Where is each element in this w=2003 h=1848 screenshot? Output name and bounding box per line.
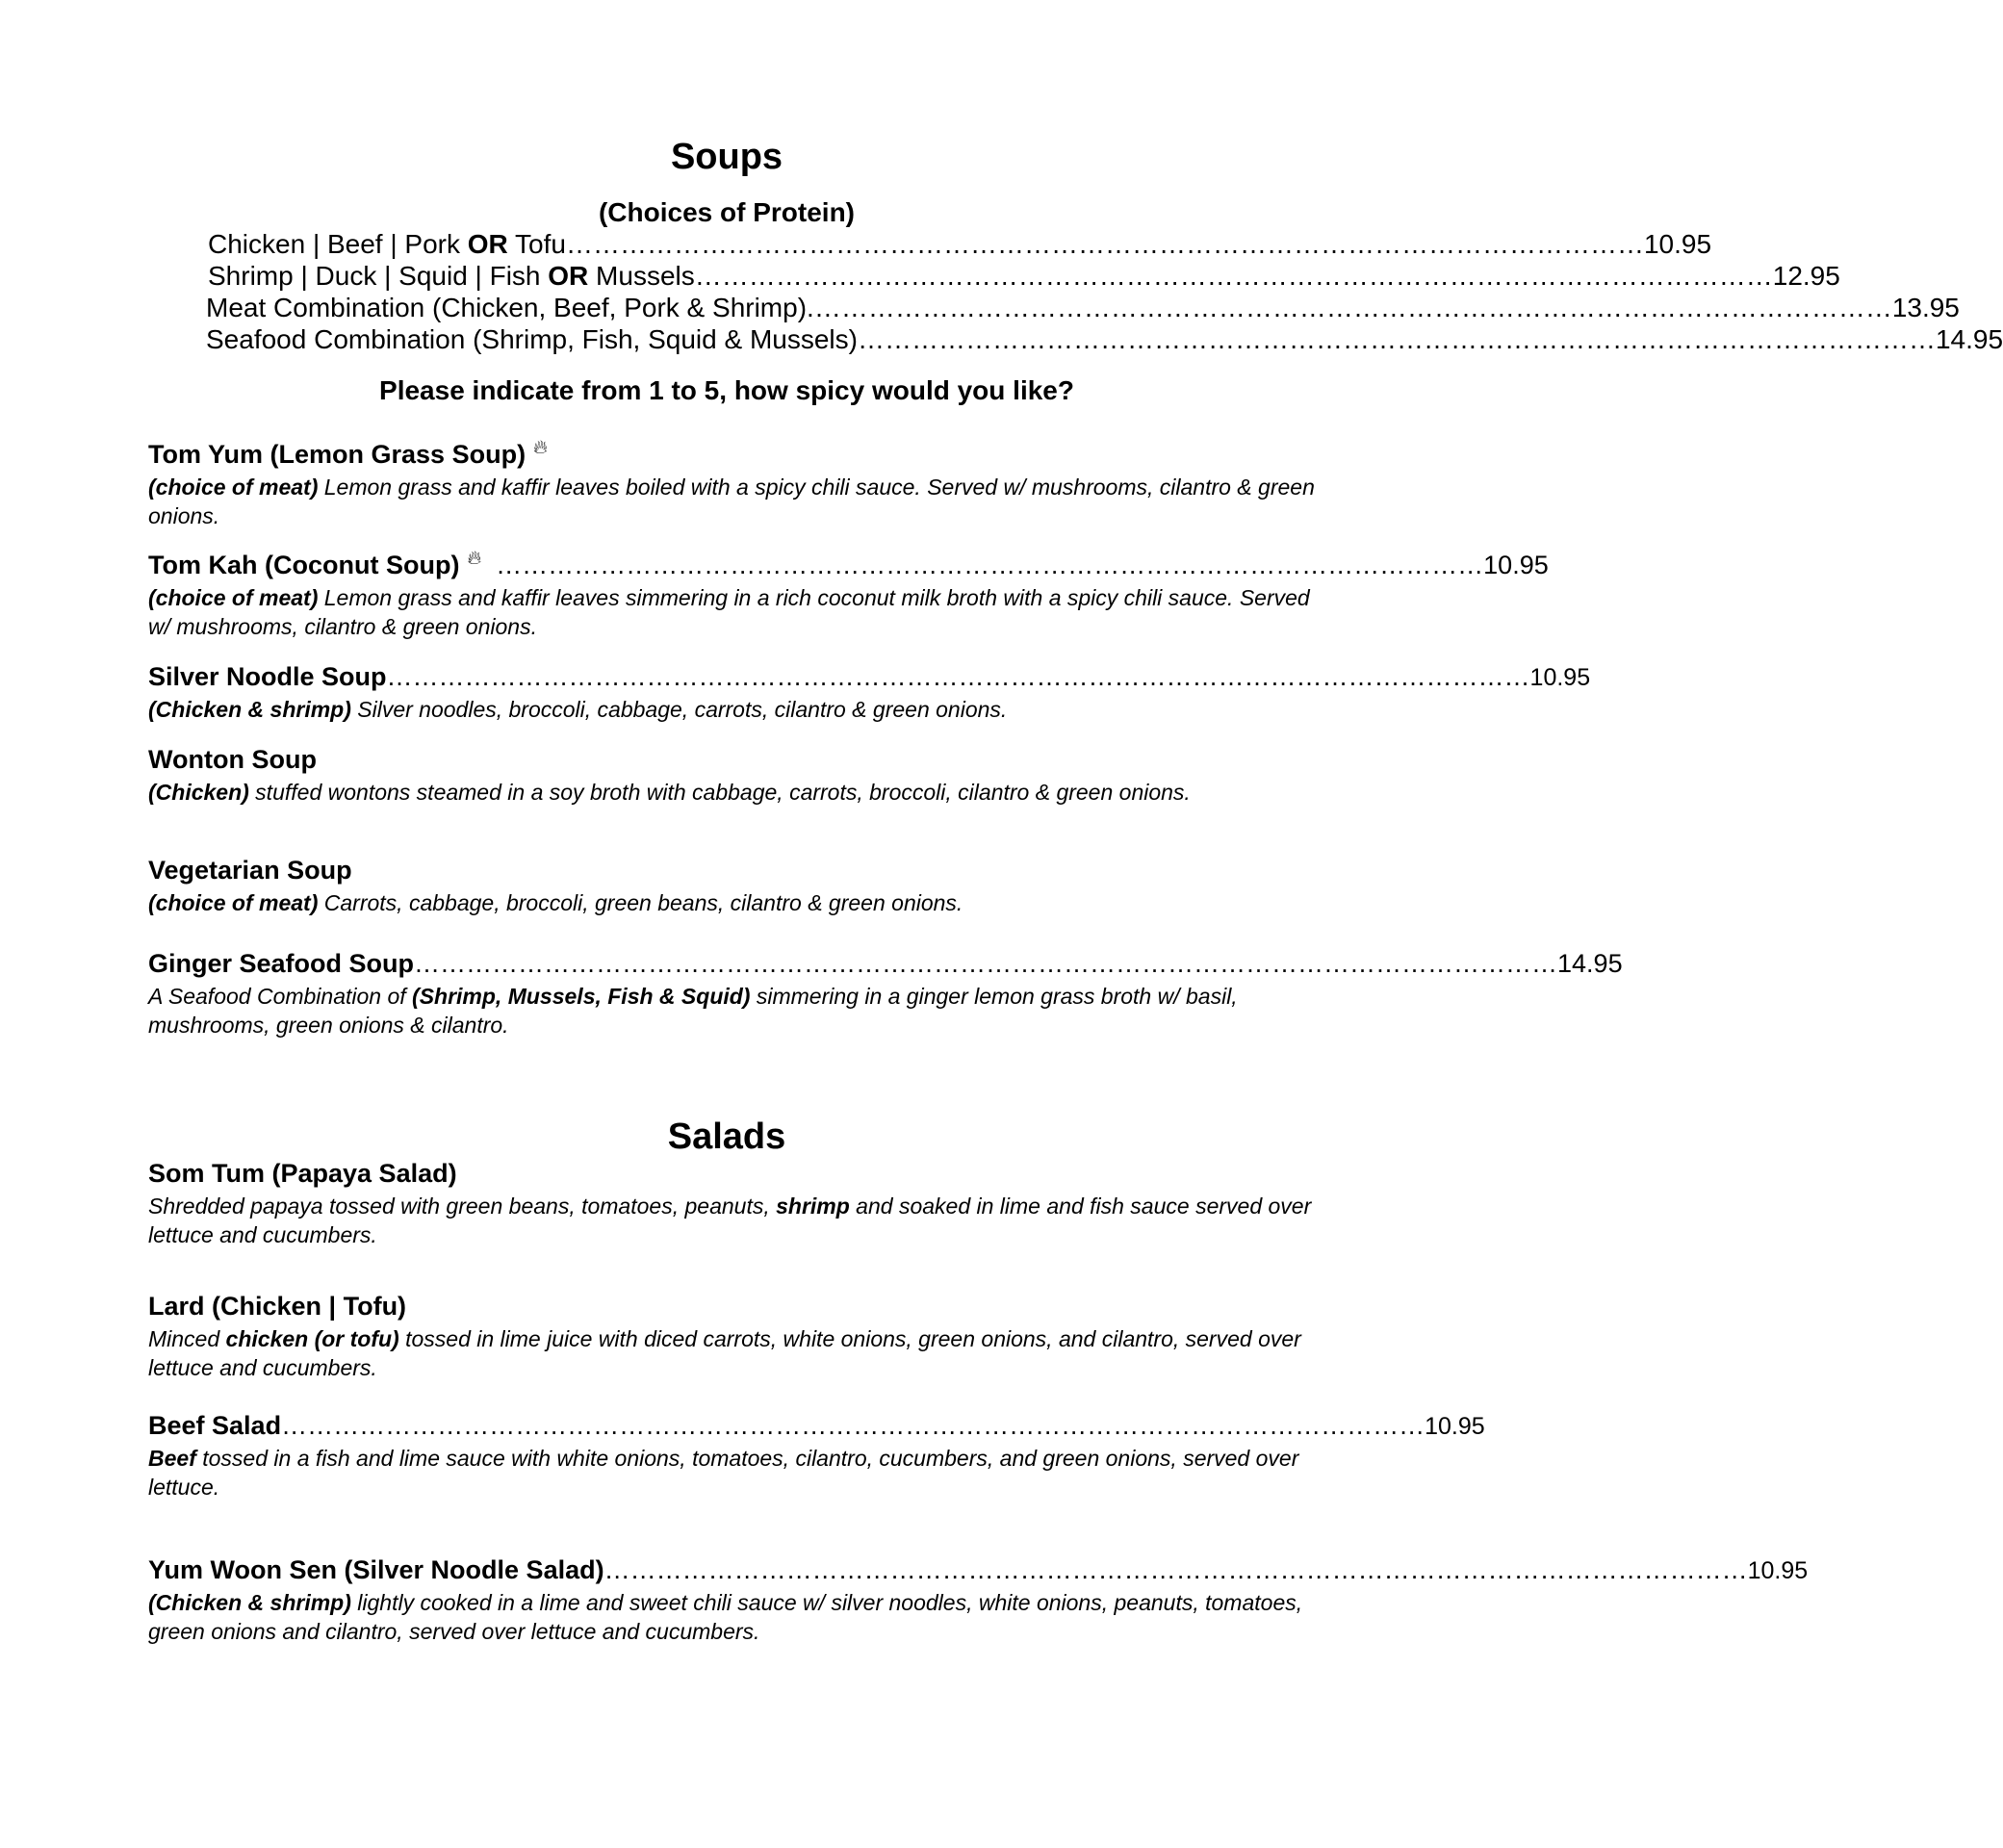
item-name: Lard (Chicken | Tofu) [148, 1292, 407, 1321]
protein-heading: (Choices of Protein) [598, 197, 855, 227]
menu-item-lard [148, 1290, 1322, 1382]
protein-price: 14.95 [1935, 324, 2003, 354]
protein-row: Meat Combination (Chicken, Beef, Pork & Shrimp). ………………………………………………………………………………………………………… 13.95 [206, 293, 1960, 322]
item-name: Yum Woon Sen (Silver Noodle Salad) [148, 1555, 604, 1584]
item-name: Vegetarian Soup [148, 856, 352, 885]
item-price: 10.95 [1483, 551, 1549, 579]
item-description: A Seafood Combination of (Shrimp, Mussels, Fish & Squid) simmering in a ginger lemon grass broth w/ basil, mushrooms, green onions & cilantro. [148, 984, 1238, 1038]
protein-price: 10.95 [1643, 229, 1712, 259]
menu-item-ginger-seafood-soup: Ginger Seafood Soup …………………………………………………………………………………………………………………… 14.95 A Seafood Combination of (Shrimp, Mussels, Fish & Squid) simmering in a ginger lemon grass broth w/ basil, mushrooms, green onions & cilantro. [148, 949, 1623, 1038]
spicy-prompt: Please indicate from 1 to 5, how spicy would you like? [379, 375, 1074, 405]
salads-title: Salads [667, 1116, 786, 1157]
menu-item-silver-noodle-soup: Silver Noodle Soup …………………………………………………………………………………………………………………… 10.95 (Chicken & shrimp) Silver noodles, broccoli, cabbage, carrots, cilantro & green onions. [148, 662, 1591, 722]
soups-title: Soups [670, 137, 783, 177]
menu-item-tom-yum [148, 438, 1322, 530]
item-description: (choice of meat) Lemon grass and kaffir leaves simmering in a rich coconut milk broth with a spicy chili sauce. Served w/ mushrooms, cilantro & green onions. [148, 585, 1310, 639]
item-name: Ginger Seafood Soup [148, 949, 415, 978]
item-description: (choice of meat) Lemon grass and kaffir leaves boiled with a spicy chili sauce. Served w/ mushrooms, cilantro & green onions. [148, 475, 1315, 528]
item-name: Wonton Soup [148, 745, 317, 774]
protein-row: Shrimp | Duck | Squid | Fish OR Mussels ………………………………………………………………………………………………………… 12.95 [208, 261, 1840, 291]
item-description: Shredded papaya tossed with green beans, tomatoes, peanuts, shrimp and soaked in lime and fish sauce served over lettuce and cucumbers. [148, 1194, 1312, 1247]
menu-item-yum-woon-sen: Yum Woon Sen (Silver Noodle Salad) …………………………………………………………………………………………………………………… 10.95 (Chicken & shrimp) lightly cooked in a lime and sweet chili sauce w/ silver noodles, white onions, peanuts, tomatoes, green onions and cilantro, served over lettuce and cucumbers. [148, 1555, 1809, 1644]
flame-icon: 🔥︎ [533, 437, 548, 458]
flame-icon: 🔥︎ [467, 548, 482, 569]
menu-item-tom-kah: Tom Kah (Coconut Soup) 🔥︎ …………………………………………………………………………………………………… 10.95 (choice of meat) Lemon grass and kaffir leaves simmering in a rich coconut milk broth with a spicy chili sauce. Served w/ mushrooms, cilantro & green onions. [148, 549, 1322, 641]
item-description: Minced chicken (or tofu) tossed in lime juice with diced carrots, white onions, green onions, and cilantro, served over lettuce and cucumbers. [148, 1326, 1301, 1380]
item-description: (Chicken & shrimp) Silver noodles, broccoli, cabbage, carrots, cilantro & green onions. [148, 697, 1008, 722]
item-description: (choice of meat) Carrots, cabbage, broccoli, green beans, cilantro & green onions. [148, 890, 963, 915]
protein-price: 12.95 [1772, 261, 1840, 291]
item-name: Beef Salad [148, 1411, 282, 1440]
item-description: (Chicken & shrimp) lightly cooked in a lime and sweet chili sauce w/ silver noodles, white onions, peanuts, tomatoes, green onions and cilantro, served over lettuce and cucumbers. [148, 1590, 1303, 1644]
item-description: Beef tossed in a fish and lime sauce with white onions, tomatoes, cilantro, cucumbers, and green onions, served over lettuce. [148, 1446, 1299, 1500]
item-name: Tom Kah (Coconut Soup) [148, 551, 460, 579]
menu-item-som-tum [148, 1157, 1322, 1249]
menu-item-beef-salad: Beef Salad …………………………………………………………………………………………………………………… 10.95 Beef tossed in a fish and lime sauce with white onions, tomatoes, cilantro, cucumbers, and green onions, served over lettuce. [148, 1411, 1485, 1500]
protein-row: Chicken | Beef | Pork OR Tofu ………………………………………………………………………………………………………… 10.95 [208, 229, 1712, 259]
item-name: Som Tum (Papaya Salad) [148, 1159, 457, 1188]
item-price: 14.95 [1557, 949, 1623, 978]
item-name: Silver Noodle Soup [148, 662, 387, 691]
protein-price: 13.95 [1891, 293, 1960, 322]
item-name: Tom Yum (Lemon Grass Soup) [148, 440, 526, 469]
menu-item-vegetarian-soup [148, 854, 1322, 917]
item-price: 10.95 [1747, 1557, 1809, 1584]
item-price: 10.95 [1529, 664, 1591, 691]
item-description: (Chicken) stuffed wontons steamed in a soy broth with cabbage, carrots, broccoli, cilantro & green onions. [148, 780, 1191, 805]
menu-item-wonton-soup [148, 743, 1322, 807]
item-price: 10.95 [1425, 1413, 1485, 1440]
protein-row: Seafood Combination (Shrimp, Fish, Squid & Mussels) ………………………………………………………………………………………………………… 14.95 [206, 324, 2003, 354]
